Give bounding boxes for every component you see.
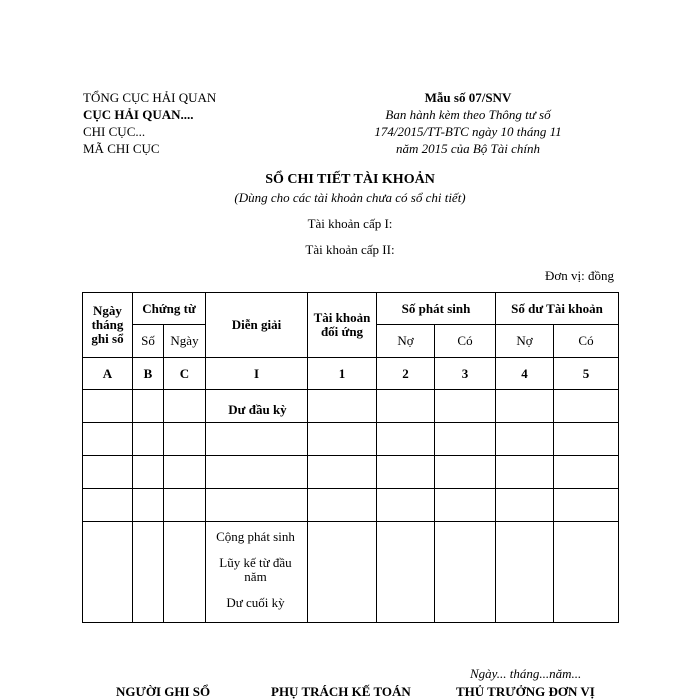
column-code: 3 <box>435 358 496 390</box>
document-title: SỔ CHI TIẾT TÀI KHOẢN <box>265 172 435 187</box>
table-cell <box>164 489 206 522</box>
table-row <box>83 522 619 623</box>
opening-balance-label: Dư đầu kỳ <box>228 402 287 417</box>
table-cell <box>377 456 435 489</box>
agency-sub-department: CHI CỤC... <box>83 124 146 139</box>
column-code: 5 <box>554 358 619 390</box>
table-cell <box>554 423 619 456</box>
accumulated-label: Lũy kế từ đầu năm <box>219 555 292 584</box>
table-cell <box>83 390 133 423</box>
table-cell <box>435 522 496 623</box>
table-cell <box>83 423 133 456</box>
header-arising-credit: Có <box>435 325 496 358</box>
column-code: 1 <box>308 358 377 390</box>
header-arising-debit: Nợ <box>377 325 435 358</box>
form-reference-block <box>374 89 562 157</box>
header-balance: Số dư Tài khoản <box>496 293 619 325</box>
table-cell <box>554 489 619 522</box>
form-number: Mẫu số 07/SNV <box>424 90 512 105</box>
table-cell <box>377 423 435 456</box>
table-row <box>83 489 619 522</box>
table-cell <box>435 489 496 522</box>
table-cell <box>206 456 308 489</box>
signature-chief-accountant: PHỤ TRÁCH KẾ TOÁN <box>271 684 411 699</box>
table-cell <box>133 489 164 522</box>
column-code: 4 <box>496 358 554 390</box>
header-voucher: Chứng từ <box>133 293 206 325</box>
table-cell <box>83 489 133 522</box>
agency-customs-department: CỤC HẢI QUAN.... <box>83 107 194 122</box>
table-row <box>83 390 619 423</box>
issuing-agency-block <box>83 89 216 157</box>
header-voucher-date: Ngày <box>164 325 206 358</box>
form-issued-under: Ban hành kèm theo Thông tư số <box>385 107 551 122</box>
column-code: C <box>164 358 206 390</box>
table-cell <box>377 489 435 522</box>
table-cell <box>496 456 554 489</box>
table-cell <box>308 390 377 423</box>
table-cell <box>133 456 164 489</box>
header-record-date: Ngày tháng ghi sổ <box>83 293 133 358</box>
table-cell <box>308 522 377 623</box>
table-cell <box>206 489 308 522</box>
table-cell <box>164 390 206 423</box>
account-level-1: Tài khoản cấp I: <box>307 216 393 231</box>
header-balance-debit: Nợ <box>496 325 554 358</box>
column-code: I <box>206 358 308 390</box>
header-description: Diễn giải <box>206 293 308 358</box>
closing-balance-label: Dư cuối kỳ <box>226 595 285 610</box>
table-cell <box>496 390 554 423</box>
table-cell <box>308 489 377 522</box>
table-cell <box>308 456 377 489</box>
table-cell <box>133 390 164 423</box>
form-ministry: năm 2015 của Bộ Tài chính <box>395 141 541 156</box>
table-cell <box>496 489 554 522</box>
document-subtitle: (Dùng cho các tài khoản chưa có sổ chi tiết) <box>234 190 466 205</box>
column-code: A <box>83 358 133 390</box>
signing-date: Ngày... tháng...năm... <box>470 666 582 681</box>
table-cell <box>435 390 496 423</box>
currency-unit: Đơn vị: đồng <box>545 268 614 283</box>
signature-head-of-unit: THỦ TRƯỞNG ĐƠN VỊ <box>456 684 595 699</box>
header-contra-account: Tài khoản đối ứng <box>308 293 377 358</box>
table-cell <box>554 522 619 623</box>
column-code: 2 <box>377 358 435 390</box>
table-cell <box>164 423 206 456</box>
table-cell <box>377 522 435 623</box>
column-code-row <box>83 358 619 390</box>
header-balance-credit: Có <box>554 325 619 358</box>
table-cell <box>133 522 164 623</box>
table-row <box>83 423 619 456</box>
table-cell <box>377 390 435 423</box>
table-cell <box>133 423 164 456</box>
table-cell <box>435 423 496 456</box>
ledger-table <box>82 292 619 623</box>
table-cell <box>164 522 206 623</box>
table-cell <box>554 390 619 423</box>
summary-labels <box>208 522 307 610</box>
agency-sub-department-code: MÃ CHI CỤC <box>83 141 160 156</box>
table-cell <box>554 456 619 489</box>
column-code: B <box>133 358 164 390</box>
table-cell <box>206 423 308 456</box>
table-cell <box>435 456 496 489</box>
table-cell <box>496 522 554 623</box>
account-level-2: Tài khoản cấp II: <box>305 242 395 257</box>
table-cell <box>83 456 133 489</box>
header-arising: Số phát sinh <box>377 293 496 325</box>
table-row <box>83 456 619 489</box>
total-arising-label: Cộng phát sinh <box>216 529 295 544</box>
table-cell <box>496 423 554 456</box>
table-cell <box>206 390 308 423</box>
agency-general-department: TỔNG CỤC HẢI QUAN <box>83 90 217 105</box>
header-voucher-number: Số <box>133 325 164 358</box>
table-cell <box>308 423 377 456</box>
table-cell <box>164 456 206 489</box>
form-circular-number: 174/2015/TT-BTC ngày 10 tháng 11 <box>374 124 562 139</box>
table-cell <box>206 522 308 623</box>
signature-recorder: NGƯỜI GHI SỔ <box>116 684 211 699</box>
table-cell <box>83 522 133 623</box>
